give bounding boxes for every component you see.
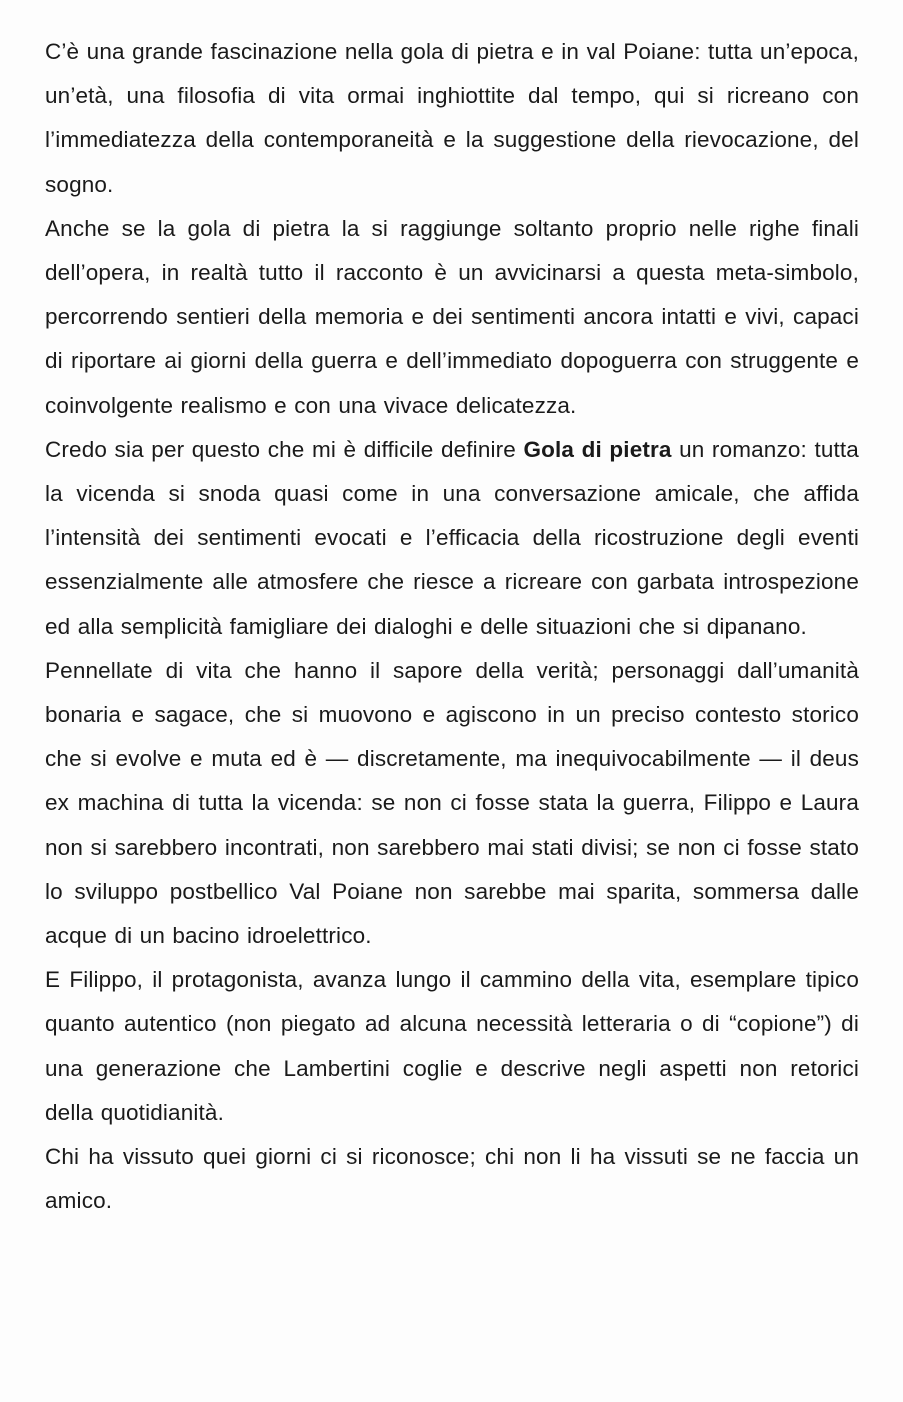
paragraph-5: E Filippo, il protagonista, avanza lungo il cammino della vita, esemplare tipico quanto autentico (non piegato ad alcuna necessità letteraria o di “copione”) di una generazione che Lambertini coglie e descrive negli aspetti non retorici della quotidianità.: [45, 967, 859, 1125]
paragraph-3-rest: un romanzo: tutta la vicenda si snoda quasi come in una conversazione amicale, che affida l’intensità dei sentimenti evocati e l’efficacia della ricostruzione degli eventi essenzialmente alle atmosfere che riesce a ricreare con garbata introspezione ed alla semplicità famigliare dei dialoghi e delle situazioni che si dipanano.: [45, 436, 859, 639]
paragraph-2: Anche se la gola di pietra la si raggiunge soltanto proprio nelle righe finali dell’opera, in realtà tutto il racconto è un avvicinarsi a questa meta-simbolo, percorrendo sentieri della memoria e dei sentimenti ancora intatti e vivi, capaci di riportare ai giorni della guerra e dell’immediato dopoguerra con struggente e coinvolgente realismo e con una vivace delicatezza.: [45, 215, 859, 418]
paragraph-4: Pennellate di vita che hanno il sapore della verità; personaggi dall’umanità bonaria e sagace, che si muovono e agiscono in un preciso contesto storico che si evolve e muta ed è — discretamente, ma inequivocabilmente — il deus ex machina di tutta la vicenda: se non ci fosse stata la guerra, Filippo e Laura non si sarebbero incontrati, non sarebbero mai stati divisi; se non ci fosse stato lo sviluppo postbellico Val Poiane non sarebbe mai sparita, sommersa dalle acque di un bacino idroelettrico.: [45, 657, 859, 949]
book-title: Gola di pietra: [523, 436, 672, 462]
paragraph-1: C’è una grande fascinazione nella gola di pietra e in val Poiane: tutta un’epoca, un’età, una filosofia di vita ormai inghiottite dal tempo, qui si ricreano con l’immediatezza della contemporaneità e la suggestione della rievocazione, del sogno.: [45, 39, 859, 197]
paragraph-3-lead: Credo sia per questo che mi è difficile definire: [45, 436, 524, 462]
document-body: [45, 30, 859, 1223]
paragraph-6: Chi ha vissuto quei giorni ci si riconosce; chi non li ha vissuti se ne faccia un amico.: [45, 1144, 859, 1214]
paragraph-3: [45, 428, 859, 649]
